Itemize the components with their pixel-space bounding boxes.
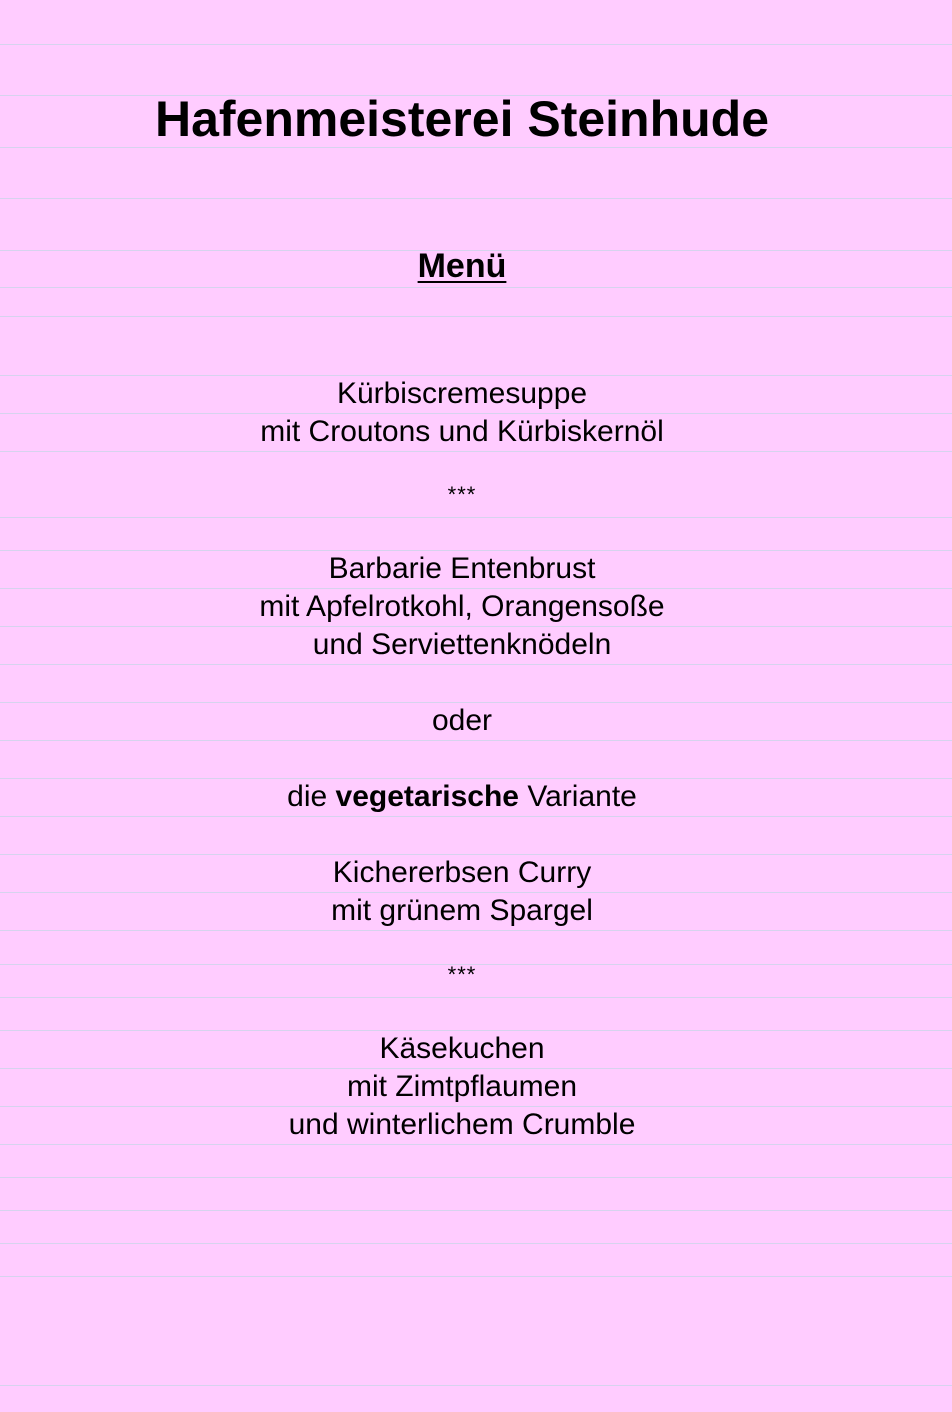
ruled-line — [0, 1385, 952, 1386]
ruled-line — [0, 1243, 952, 1244]
ruled-line — [0, 1144, 952, 1145]
vegetarian-dish-description: mit grünem Spargel — [331, 894, 593, 927]
starter-description: mit Croutons und Kürbiskernöl — [260, 415, 664, 448]
ruled-line — [0, 1177, 952, 1178]
ruled-line — [0, 997, 952, 998]
dessert-description: mit Zimtpflaumen — [346, 1070, 578, 1103]
main-course-description: mit Apfelrotkohl, Orangensoße — [259, 590, 665, 623]
dessert-description-cont: und winterlichem Crumble — [288, 1108, 636, 1141]
ruled-line — [0, 147, 952, 148]
ruled-line — [0, 1210, 952, 1211]
dessert-name: Käsekuchen — [379, 1032, 545, 1065]
course-separator: *** — [447, 482, 477, 507]
starter-name: Kürbiscremesuppe — [336, 377, 588, 410]
ruled-line — [0, 1276, 952, 1277]
ruled-line — [0, 740, 952, 741]
ruled-line — [0, 316, 952, 317]
ruled-line — [0, 664, 952, 665]
ruled-line — [0, 198, 952, 199]
vegetarian-label-bold: vegetarische — [335, 780, 519, 813]
ruled-line — [0, 287, 952, 288]
vegetarian-dish-name: Kichererbsen Curry — [332, 856, 592, 889]
vegetarian-label-before: die — [287, 780, 328, 813]
ruled-line — [0, 517, 952, 518]
main-course-description-cont: und Serviettenknödeln — [312, 628, 612, 661]
page-title: Hafenmeisterei Steinhude — [154, 91, 770, 147]
ruled-line — [0, 816, 952, 817]
ruled-line — [0, 930, 952, 931]
alternative-label: oder — [431, 704, 493, 737]
vegetarian-label — [0, 779, 924, 815]
main-course-name: Barbarie Entenbrust — [328, 552, 596, 585]
ruled-line — [0, 451, 952, 452]
ruled-line — [0, 44, 952, 45]
course-separator: *** — [447, 962, 477, 987]
menu-heading: Menü — [417, 247, 507, 285]
vegetarian-label-after: Variante — [527, 780, 637, 813]
